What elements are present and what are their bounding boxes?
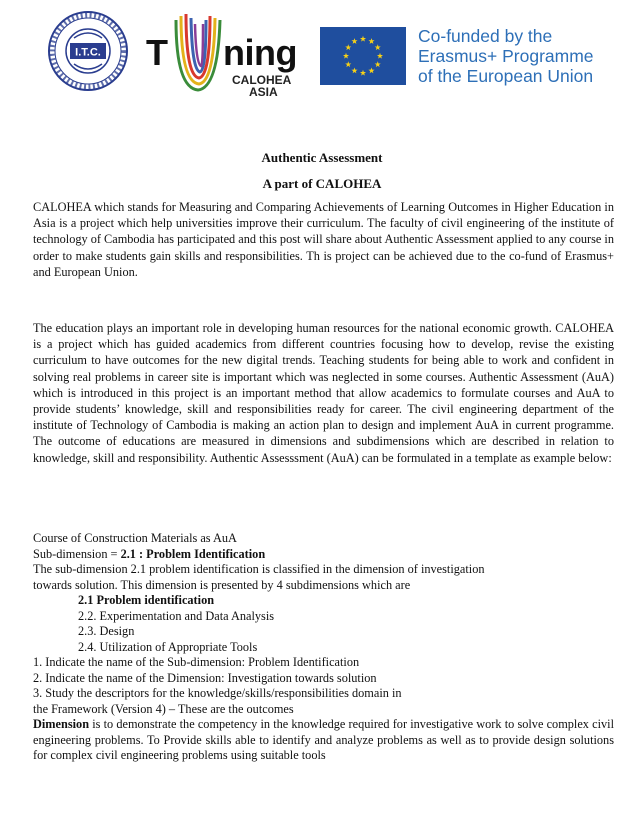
- template-section: [33, 531, 633, 764]
- itc-logo: [40, 10, 136, 92]
- itc-seal-icon: [40, 10, 136, 92]
- intro-paragraph: CALOHEA which stands for Measuring and Comparing Achievements of Learning Outcomes in Higher Education in Asia is a project which help universities improve their curriculum. The faculty of civil engineering of the institute of technology of Cambodia has participated and this post will share about Authentic Assessment applied to any course in order to make students gain skills and responsibilities. Th is project can be achieved due to the co-fund of Erasmus+ and European Union.: [33, 200, 614, 279]
- svg-text:I.T.C.: I.T.C.: [75, 46, 101, 59]
- tuning-rainbow-arcs-icon: [168, 10, 228, 96]
- tuning-logo-line1: CALOHEA: [232, 73, 292, 87]
- dimension-label: Dimension: [33, 717, 90, 731]
- tuning-logo-line2: ASIA: [249, 85, 278, 99]
- step-item: 2. Indicate the name of the Dimension: Investigation towards solution: [33, 670, 377, 685]
- eu-flag: [320, 27, 406, 85]
- subdimension-item: 2.2. Experimentation and Data Analysis: [78, 608, 275, 623]
- document-subtitle: A part of CALOHEA: [262, 176, 382, 191]
- dimension-text: is to demonstrate the competency in the knowledge required for investigative work to solve complex civil engineering problems. To Provide skills able to identify and analyze problems as well as to provide design solutions for complex civil engineering problems using suitable tools: [33, 717, 614, 762]
- step-item: the Framework (Version 4) – These are the outcomes: [33, 701, 294, 716]
- eu-cofunded-text: [418, 26, 638, 86]
- eu-flag-icon: [320, 27, 406, 85]
- tuning-logo-prefix: T: [146, 32, 168, 73]
- subdimension-item: 2.4. Utilization of Appropriate Tools: [78, 639, 258, 654]
- subdimension-item: 2.1 Problem identification: [78, 593, 215, 607]
- classification-line: towards solution. This dimension is presented by 4 subdimensions which are: [33, 577, 411, 592]
- education-paragraph: The education plays an important role in developing human resources for the national economic growth. CALOHEA is a project which has guided academics from different countries focusing how to develop, revise the existing curriculum to have outcomes for the new digital trends. Teaching students for being able to work and confident in solving real problems in career site is important which was neglected in some courses. Authentic Assessment (AuA) which is introduced in this project is an important method that allow academics to formulate courses and AuA to provide students’ knowledge, skill and responsibilities ready for career. The civil engineering department of the institute of Technology of Cambodia is making an action plan to design and implement AuA in current programme. The outcome of educations are measured in dimensions and subdimensions which are described in relation to knowledge, skill and responsibility. Authentic Assesssment (AuA) can be formulated in a template as example below:: [33, 321, 614, 465]
- document-title: Authentic Assessment: [261, 150, 383, 165]
- subdimension-value: 2.1 : Problem Identification: [120, 546, 266, 561]
- subdimension-item: 2.3. Design: [78, 624, 135, 638]
- course-line: Course of Construction Materials as AuA: [33, 531, 237, 545]
- step-item: 3. Study the descriptors for the knowledge/skills/responsibilities domain in: [33, 686, 402, 700]
- tuning-logo-word: ning: [223, 32, 297, 73]
- eu-text-line: Co-funded by the: [418, 26, 553, 46]
- eu-text-line: of the European Union: [418, 66, 594, 86]
- subdimension-line: [33, 547, 633, 563]
- classification-line: The sub-dimension 2.1 problem identification is classified in the dimension of investigation: [33, 562, 485, 576]
- eu-text-line: Erasmus+ Programme: [418, 46, 594, 66]
- step-item: 1. Indicate the name of the Sub-dimension: Problem Identification: [33, 655, 360, 669]
- dimension-paragraph: [33, 717, 614, 764]
- tuning-calohea-logo: [146, 10, 298, 98]
- subdimension-prefix: Sub-dimension =: [33, 546, 121, 561]
